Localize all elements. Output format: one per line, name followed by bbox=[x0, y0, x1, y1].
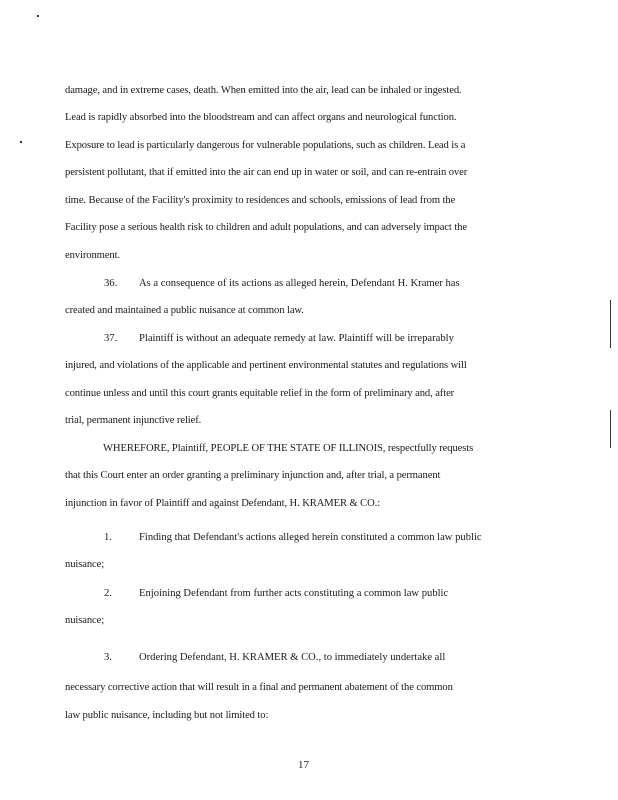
para-37-line-1: Plaintiff is without an adequate remedy at law. Plaintiff will be irreparably bbox=[139, 333, 454, 344]
para-35-line-6: Facility pose a serious health risk to children and adult populations, and can adversely impact the bbox=[65, 222, 467, 233]
para-37-line-2: injured, and violations of the applicable and pertinent environmental statutes and regulations will bbox=[65, 360, 467, 371]
item-2-line-1: Enjoining Defendant from further acts constituting a common law public bbox=[139, 588, 449, 599]
scan-speck bbox=[20, 141, 22, 143]
para-36-line-1: As a consequence of its actions as alleged herein, Defendant H. Kramer has bbox=[139, 278, 460, 289]
item-2-number: 2. bbox=[104, 588, 112, 599]
scan-edge-mark bbox=[610, 410, 611, 448]
para-35-line-4: persistent pollutant, that if emitted into the air can end up in water or soil, and can re-entrain over bbox=[65, 167, 468, 178]
para-37-line-4: trial, permanent injunctive relief. bbox=[65, 415, 202, 426]
page-number: 17 bbox=[298, 759, 309, 771]
wherefore-line-1: WHEREFORE, Plaintiff, PEOPLE OF THE STATE OF ILLINOIS, respectfully requests bbox=[103, 443, 474, 454]
para-36-number: 36. bbox=[104, 278, 118, 289]
para-35-line-1: damage, and in extreme cases, death. When emitted into the air, lead can be inhaled or ingested. bbox=[65, 85, 462, 96]
item-3-number: 3. bbox=[104, 652, 112, 663]
wherefore-line-3: injunction in favor of Plaintiff and against Defendant, H. KRAMER & CO.: bbox=[65, 498, 381, 509]
scan-edge-mark bbox=[610, 300, 611, 348]
para-37-number: 37. bbox=[104, 333, 118, 344]
item-1-number: 1. bbox=[104, 532, 112, 543]
para-35-line-7: environment. bbox=[65, 250, 120, 261]
item-2-line-2: nuisance; bbox=[65, 615, 105, 626]
para-35-line-3: Exposure to lead is particularly dangerous for vulnerable populations, such as children. Lead is a bbox=[65, 140, 466, 151]
scan-speck bbox=[37, 15, 39, 17]
para-37-line-3: continue unless and until this court grants equitable relief in the form of preliminary and, after bbox=[65, 388, 455, 399]
para-36-line-2: created and maintained a public nuisance at common law. bbox=[65, 305, 304, 316]
item-1-line-2: nuisance; bbox=[65, 559, 105, 570]
item-3-line-1: Ordering Defendant, H. KRAMER & CO., to immediately undertake all bbox=[139, 652, 446, 663]
item-3-line-2: necessary corrective action that will result in a final and permanent abatement of the common bbox=[65, 682, 453, 693]
wherefore-line-2: that this Court enter an order granting a preliminary injunction and, after trial, a permanent bbox=[65, 470, 441, 481]
item-3-line-3: law public nuisance, including but not limited to: bbox=[65, 710, 269, 721]
item-1-line-1: Finding that Defendant's actions alleged herein constituted a common law public bbox=[139, 532, 482, 543]
para-35-line-2: Lead is rapidly absorbed into the bloodstream and can affect organs and neurological function. bbox=[65, 112, 457, 123]
para-35-line-5: time. Because of the Facility's proximity to residences and schools, emissions of lead from the bbox=[65, 195, 456, 206]
